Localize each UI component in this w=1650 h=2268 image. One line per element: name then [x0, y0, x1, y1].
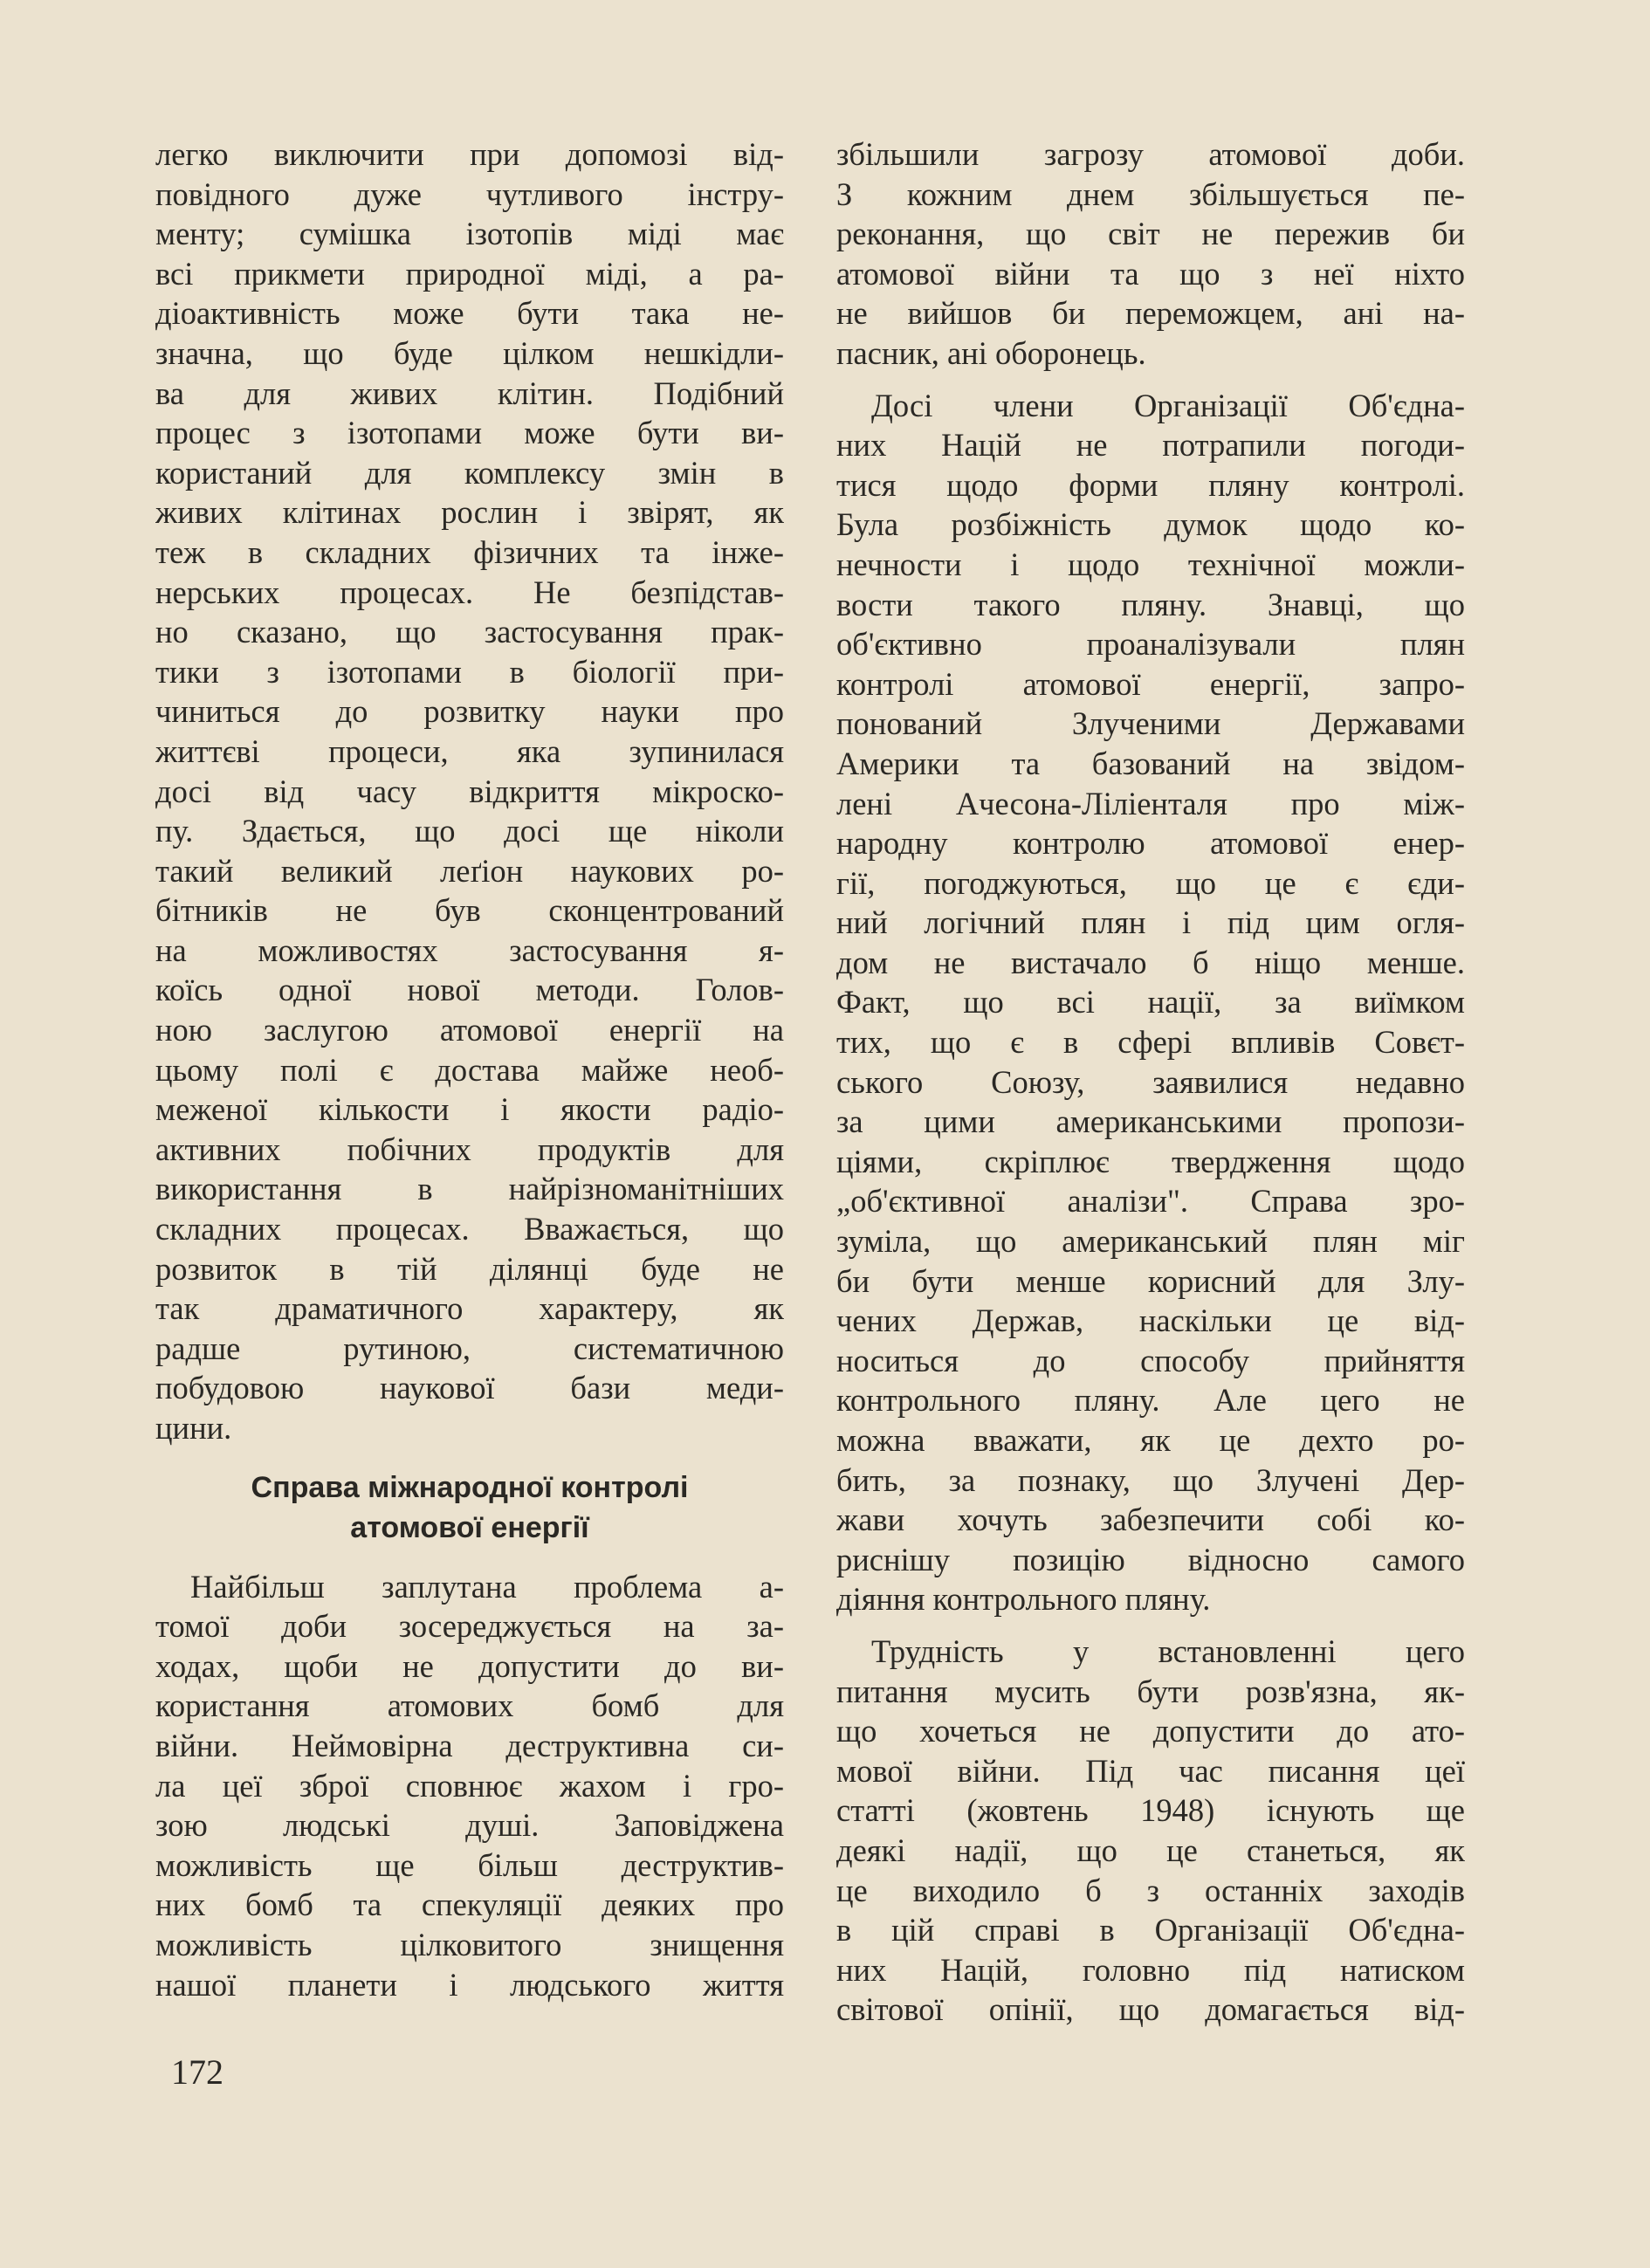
- text-line: життєві процеси, яка зупинилася: [155, 732, 784, 769]
- text-line: реконання, що світ не пережив би: [836, 216, 1465, 252]
- page-number: 172: [171, 2052, 223, 2092]
- paragraph-gap: [836, 1619, 1465, 1632]
- text-line: об'єктивно проаналізували плян: [836, 626, 1465, 663]
- text-line: контролі атомової енергії, запро-: [836, 665, 1465, 702]
- text-line: жави хочуть забезпечити собі ко-: [836, 1502, 1465, 1538]
- text-line: меженої кількости і якости радіо-: [155, 1091, 784, 1128]
- text-line: томої доби зосереджується на за-: [155, 1608, 784, 1645]
- text-line: користаний для комплексу змін в: [155, 454, 784, 491]
- text-line: це виходило б з останніх заходів: [836, 1872, 1465, 1908]
- paragraph-difficulty: [836, 1632, 1465, 2030]
- text-line: зою людські душі. Заповіджена: [155, 1807, 784, 1844]
- text-line: тих, що є в сфері впливів Совєт-: [836, 1024, 1465, 1061]
- text-line: Америки та базований на звідом-: [836, 745, 1465, 781]
- text-line: ходах, щоби не допустити до ви-: [155, 1647, 784, 1684]
- text-line: них Націй, головно під натиском: [836, 1951, 1465, 1988]
- text-line: радше рутиною, систематичною: [155, 1330, 784, 1366]
- text-line: народну контролю атомової енер-: [836, 825, 1465, 862]
- text-line: тики з ізотопами в біології при-: [155, 653, 784, 690]
- text-line: понований Злученими Державами: [836, 705, 1465, 742]
- text-line: побудовою наукової бази меди-: [155, 1370, 784, 1406]
- paragraph-atomic-bombs: [155, 1567, 784, 2005]
- text-line: діоактивність може бути така не-: [155, 295, 784, 332]
- text-line: розвиток в тій ділянці буде не: [155, 1250, 784, 1287]
- paragraph-un-control-plan: [836, 386, 1465, 1619]
- text-line: теж в складних фізичних та інже-: [155, 533, 784, 570]
- text-line: досі від часу відкриття мікроско-: [155, 773, 784, 809]
- text-line: ною заслугою атомової енергії на: [155, 1012, 784, 1048]
- text-line: них бомб та спекуляції деяких про: [155, 1887, 784, 1923]
- text-line: Досі члени Організації Об'єдна-: [871, 387, 1465, 423]
- text-line: контрольного пляну. Але цего не: [836, 1382, 1465, 1419]
- text-line: би бути менше корисний для Злу-: [836, 1262, 1465, 1299]
- text-line: значна, що буде цілком нешкідли-: [155, 334, 784, 371]
- text-line: діяння контрольного пляну.: [836, 1581, 1211, 1618]
- text-line: в цій справі в Організації Об'єдна-: [836, 1912, 1465, 1948]
- text-line: цини.: [155, 1410, 232, 1446]
- text-line: процес з ізотопами може бути ви-: [155, 415, 784, 451]
- text-line: війни. Неймовірна деструктивна си-: [155, 1727, 784, 1763]
- text-line: статті (жовтень 1948) існують ще: [836, 1792, 1465, 1829]
- text-line: складних процесах. Вважається, що: [155, 1211, 784, 1247]
- text-line: тися щодо форми пляну контролі.: [836, 466, 1465, 503]
- text-line: риснішу позицію відносно самого: [836, 1541, 1465, 1577]
- text-line: пасник, ані оборонець.: [836, 334, 1146, 371]
- text-line: зуміла, що американський плян міг: [836, 1223, 1465, 1260]
- text-line: всі прикмети природної міді, а ра-: [155, 255, 784, 292]
- section-heading-line-1: Справа міжнародної контролі: [251, 1470, 689, 1504]
- text-line: бітників не був сконцентрований: [155, 892, 784, 929]
- text-line: використання в найрізноманітніших: [155, 1171, 784, 1207]
- text-line: атомової війни та що з неї ніхто: [836, 255, 1465, 292]
- text-line: живих клітинах рослин і звірят, як: [155, 494, 784, 531]
- paragraph-isotopes: [155, 134, 784, 1448]
- text-line: чених Держав, наскільки це від-: [836, 1302, 1465, 1339]
- text-line: дом не вистачало б ніщо менше.: [836, 944, 1465, 980]
- text-line: мової війни. Під час писання цеї: [836, 1752, 1465, 1789]
- left-column: [155, 134, 784, 2004]
- text-line: но сказано, що застосування прак-: [155, 614, 784, 650]
- text-line: активних побічних продуктів для: [155, 1131, 784, 1167]
- text-line: на можливостях застосування я-: [155, 931, 784, 968]
- text-line: ла цеї зброї сповнює жахом і гро-: [155, 1767, 784, 1804]
- text-line: нечности і щодо технічної можли-: [836, 546, 1465, 582]
- text-line: за цими американськими пропози-: [836, 1103, 1465, 1140]
- text-line: бить, за познаку, що Злучені Дер-: [836, 1461, 1465, 1498]
- text-line: не вийшов би переможцем, ані на-: [836, 295, 1465, 332]
- text-line: ва для живих клітин. Подібний: [155, 375, 784, 411]
- text-line: лені Ачесона-Ліліенталя про між-: [836, 785, 1465, 821]
- paragraph-threat: [836, 134, 1465, 374]
- text-line: носиться до способу прийняття: [836, 1342, 1465, 1378]
- text-line: Трудність у встановленні цего: [871, 1632, 1465, 1669]
- text-line: них Націй не потрапили погоди-: [836, 427, 1465, 464]
- text-line: ського Союзу, заявилися недавно: [836, 1063, 1465, 1100]
- text-line: так драматичного характеру, як: [155, 1290, 784, 1327]
- text-line: вости такого пляну. Знавці, що: [836, 586, 1465, 622]
- text-line: повідного дуже чутливого інстру-: [155, 175, 784, 212]
- text-line: можливість цілковитого знищення: [155, 1926, 784, 1962]
- text-line: світової опінії, що домагається від-: [836, 1991, 1465, 2028]
- text-line: Була розбіжність думок щодо ко-: [836, 506, 1465, 543]
- text-line: цьому полі є достава майже необ-: [155, 1051, 784, 1088]
- text-line: чиниться до розвитку науки про: [155, 693, 784, 730]
- text-line: З кожним днем збільшується пе-: [836, 175, 1465, 212]
- text-line: збільшили загрозу атомової доби.: [836, 136, 1465, 172]
- paragraph-gap: [836, 374, 1465, 386]
- text-line: Найбільш заплутана проблема а-: [190, 1568, 784, 1605]
- text-line: що хочеться не допустити до ато-: [836, 1713, 1465, 1749]
- text-line: менту; сумішка ізотопів міді має: [155, 216, 784, 252]
- text-line: коїсь одної нової методи. Голов-: [155, 972, 784, 1008]
- text-line: ціями, скріплює твердження щодо: [836, 1143, 1465, 1179]
- text-line: можна вважати, як це дехто ро-: [836, 1422, 1465, 1458]
- text-line: нерських процесах. Не безпідстав-: [155, 574, 784, 610]
- text-line: деякі надії, що це станеться, як: [836, 1832, 1465, 1868]
- section-heading-line-2: атомової енергії: [350, 1510, 589, 1544]
- text-line: можливість ще більш деструктив-: [155, 1846, 784, 1883]
- text-line: Факт, що всі нації, за виїмком: [836, 984, 1465, 1021]
- text-line: гії, погоджуються, що це є єди-: [836, 864, 1465, 901]
- text-line: такий великий леґіон наукових ро-: [155, 852, 784, 889]
- text-line: ний логічний плян і під цим огля-: [836, 904, 1465, 941]
- text-line: питання мусить бути розв'язна, як-: [836, 1673, 1465, 1709]
- section-heading: [155, 1467, 784, 1548]
- text-line: користання атомових бомб для: [155, 1687, 784, 1724]
- right-column: [836, 134, 1465, 2030]
- text-line: пу. Здається, що досі ще ніколи: [155, 813, 784, 849]
- text-line: легко виключити при допомозі від-: [155, 136, 784, 172]
- text-line: нашої планети і людського життя: [155, 1966, 784, 2003]
- text-line: „об'єктивної аналізи". Справа зро-: [836, 1183, 1465, 1220]
